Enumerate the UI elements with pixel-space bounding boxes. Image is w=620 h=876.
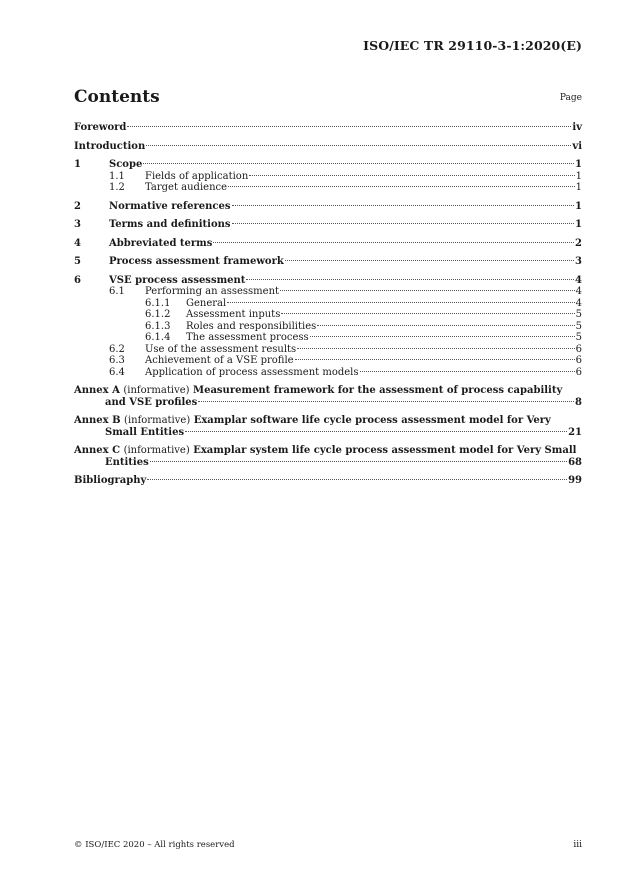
toc-entry-process-assessment-framework[interactable]: 5 Process assessment framework 3 (74, 256, 582, 267)
toc-entry-normative-references[interactable]: 2 Normative references 1 (74, 200, 582, 212)
toc-entry-general[interactable]: 6.1.1 General 4 (145, 297, 582, 309)
toc-entry-achievement-of-vse-profile[interactable]: 6.3 Achievement of a VSE profile 6 (109, 355, 582, 366)
toc-entry-target-audience[interactable]: 1.2 Target audience 1 (109, 182, 582, 193)
toc-entry-abbreviated-terms[interactable]: 4 Abbreviated terms 2 (74, 237, 582, 249)
toc-entry-application-of-pam[interactable]: 6.4 Application of process assessment models 6 (109, 366, 582, 378)
copyright-footer: © ISO/IEC 2020 – All rights reserved (74, 840, 235, 850)
toc-entry-fields-of-application[interactable]: 1.1 Fields of application 1 (109, 170, 582, 182)
toc-entry-use-of-assessment-results[interactable]: 6.2 Use of the assessment results 6 (109, 343, 582, 355)
toc-entry-bibliography[interactable]: Bibliography 99 (74, 475, 582, 486)
toc-entry-vse-process-assessment[interactable]: 6 VSE process assessment 4 (74, 274, 582, 286)
page-number-footer: iii (573, 840, 582, 850)
toc-entry-foreword[interactable]: Foreword iv (74, 122, 582, 133)
table-of-contents (74, 122, 582, 487)
toc-entry-roles-and-responsibilities[interactable]: 6.1.3 Roles and responsibilities 5 (145, 320, 582, 332)
document-id-header: ISO/IEC TR 29110-3-1:2020(E) (363, 38, 582, 53)
toc-entry-annex-a[interactable]: Annex A (informative) Measurement framework for the assessment of process capability and VSE profiles 8 (74, 385, 582, 408)
toc-entry-introduction[interactable]: Introduction vi (74, 140, 582, 152)
toc-entry-the-assessment-process[interactable]: 6.1.4 The assessment process 5 (145, 332, 582, 343)
toc-entry-terms-and-definitions[interactable]: 3 Terms and definitions 1 (74, 219, 582, 230)
toc-entry-scope[interactable]: 1 Scope 1 (74, 159, 582, 170)
toc-entry-performing-an-assessment[interactable]: 6.1 Performing an assessment 4 (109, 286, 582, 297)
page-column-label: Page (559, 93, 582, 103)
toc-entry-assessment-inputs[interactable]: 6.1.2 Assessment inputs 5 (145, 309, 582, 320)
toc-entry-annex-b[interactable]: Annex B (informative) Examplar software life cycle process assessment model for Very Small Entities 21 (74, 415, 582, 438)
toc-entry-annex-c[interactable]: Annex C (informative) Examplar system life cycle process assessment model for Very Small Entities 68 (74, 445, 582, 468)
page-title: Contents (74, 87, 160, 107)
